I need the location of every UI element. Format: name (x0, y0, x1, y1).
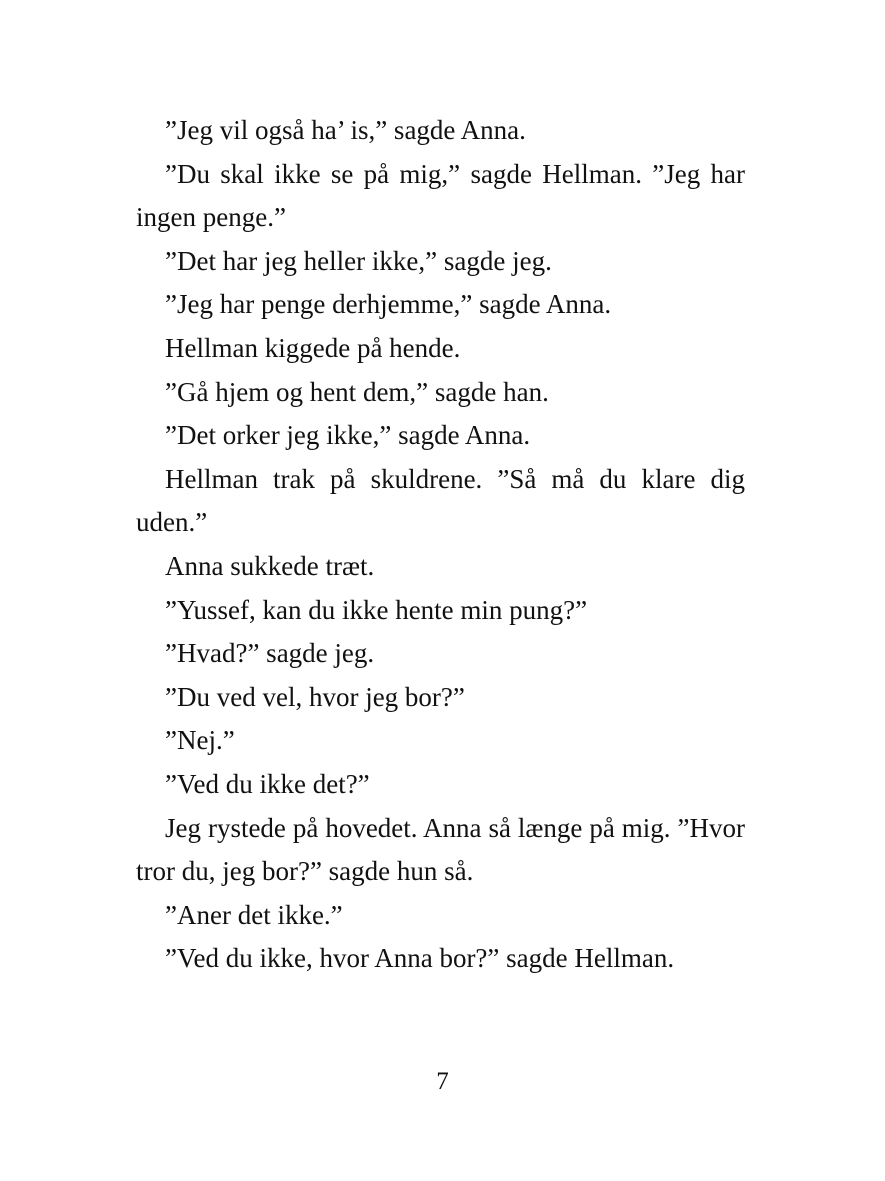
body-text (136, 109, 745, 981)
paragraph: Jeg rystede på hovedet. Anna så længe på mig. ”Hvor tror du, jeg bor?” sagde hun så. (136, 812, 745, 887)
paragraph: ”Gå hjem og hent dem,” sagde han. (165, 376, 549, 407)
paragraph: Hellman trak på skuldrene. ”Så må du klare dig uden.” (136, 463, 745, 538)
paragraph: ”Ved du ikke, hvor Anna bor?” sagde Hellman. (165, 943, 675, 974)
paragraph: ”Nej.” (165, 725, 235, 756)
paragraph: ”Du ved vel, hvor jeg bor?” (165, 681, 465, 712)
paragraph: ”Du skal ikke se på mig,” sagde Hellman. ”Jeg har ingen penge.” (136, 158, 745, 233)
paragraph: Hellman kiggede på hende. (165, 332, 461, 363)
paragraph: ”Hvad?” sagde jeg. (165, 638, 375, 669)
paragraph: ”Yussef, kan du ikke hente min pung?” (165, 594, 588, 625)
paragraph: ”Jeg vil også ha’ is,” sagde Anna. (165, 115, 526, 145)
paragraph: Anna sukkede træt. (165, 550, 375, 581)
paragraph: ”Ved du ikke det?” (165, 768, 370, 799)
paragraph: ”Aner det ikke.” (165, 899, 343, 930)
paragraph: ”Det orker jeg ikke,” sagde Anna. (165, 420, 531, 451)
paragraph: ”Jeg har penge derhjemme,” sagde Anna. (165, 289, 612, 320)
page-number: 7 (436, 1068, 449, 1095)
paragraph: ”Det har jeg heller ikke,” sagde jeg. (165, 245, 552, 276)
